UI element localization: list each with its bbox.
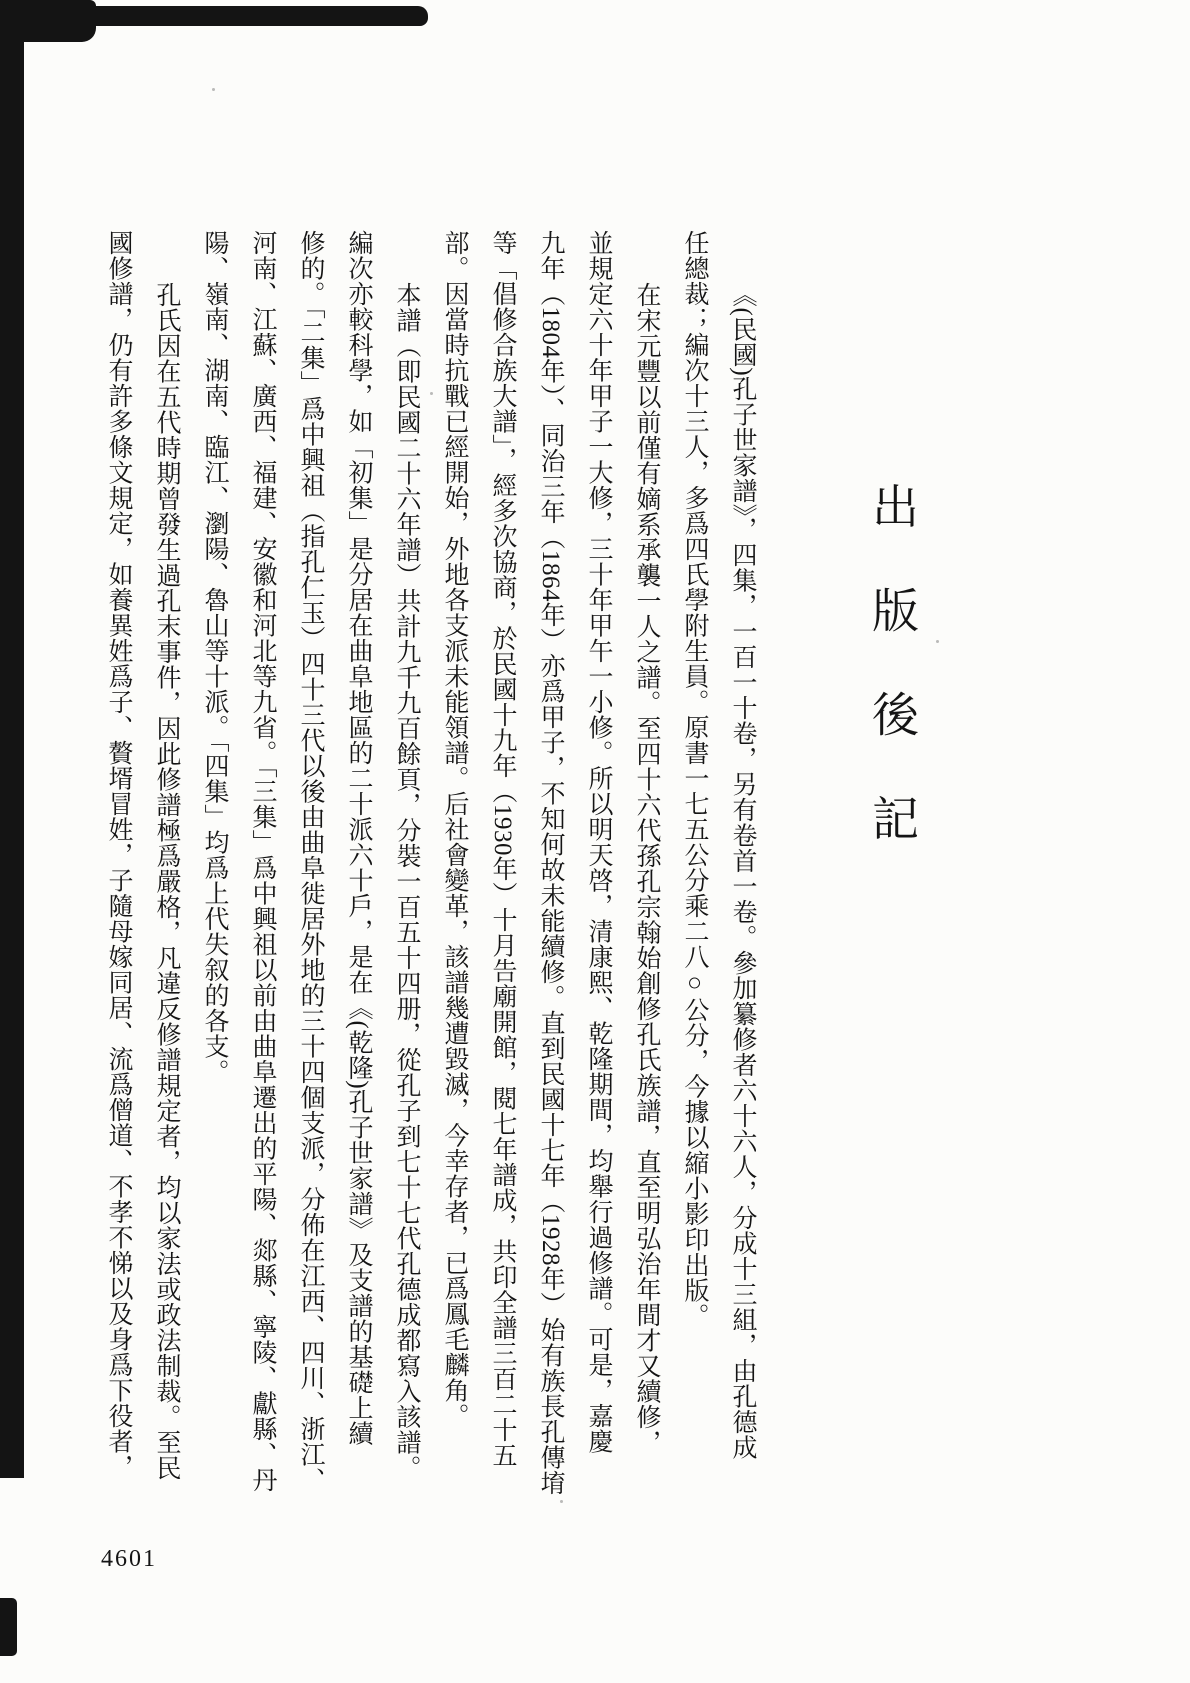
scan-artifact-top-bar: [0, 6, 428, 26]
text-column-3: 在宋元豐以前僅有嫡系承襲一人之譜。至四十六代孫孔宗翰始創修孔氏族譜，直至明弘治年間才又續修，: [633, 282, 660, 1455]
text-column-1: 《(民國)孔子世家譜》，四集，一百一十卷，另有卷首一卷。參加纂修者六十六人，分成十三組，由孔德成: [729, 282, 756, 1461]
scan-artifact-left-bar: [0, 0, 24, 1478]
text-column-10: 修的。「二集」爲中興祖（指孔仁玉）四十三代以後由曲阜徙居外地的三十四個支派，分佈在江西、四川、浙江、: [297, 230, 324, 1493]
text-column-7: 部。因當時抗戰已經開始，外地各支派未能領譜。后社會變革，該譜幾遭毀滅，今幸存者，已爲鳳毛麟角。: [441, 230, 468, 1429]
page-number: 4601: [101, 1546, 157, 1572]
text-column-14: 國修譜，仍有許多條文規定，如養異姓爲子、贅壻冒姓，子隨母嫁同居、流爲僧道、不孝不悌以及身爲下役者，: [105, 230, 132, 1480]
text-column-11: 河南、江蘇、廣西、福建、安徽和河北等九省。「三集」爲中興祖以前由曲阜遷出的平陽、郯縣、寧陵、獻縣、丹: [249, 230, 276, 1493]
text-column-6: 等「倡修合族大譜」，經多次協商，於民國十九年（1930年）十月告廟開館，閱七年譜成，共印全譜三百二十五: [489, 230, 516, 1468]
scan-artifact-bottom-left-mark: [0, 1598, 17, 1656]
text-column-5: 九年（1804年）、同治三年（1864年）亦爲甲子，不知何故未能續修。直到民國十七年（1928年）始有族長孔傳堉: [537, 230, 564, 1496]
page-title: 出版後記: [865, 482, 917, 898]
text-column-13: 孔氏因在五代時期曾發生過孔末事件，因此修譜極爲嚴格，凡違反修譜規定者，均以家法或政法制裁。至民: [153, 282, 180, 1481]
text-column-4: 並規定六十年甲子一大修，三十年甲午一小修。所以明天啓，清康熙、乾隆期間，均舉行過修譜。可是，嘉慶: [585, 230, 612, 1454]
text-columns: [94, 230, 766, 1496]
text-column-9: 編次亦較科學，如「初集」是分居在曲阜地區的二十派六十戶，是在《(乾隆)孔子世家譜》及支譜的基礎上續: [345, 230, 372, 1447]
scan-speck: [560, 1500, 563, 1503]
text-column-8: 本譜（即民國二十六年譜）共計九千九百餘頁，分裝一百五十四册，從孔子到七十七代孔德成都寫入該譜。: [393, 282, 420, 1481]
scan-speck: [936, 640, 939, 643]
scan-speck: [212, 88, 215, 91]
text-column-2: 任總裁；編次十三人，多爲四氏學附生員。原書一七五公分乘二八○公分，今據以縮小影印出版。: [681, 230, 708, 1329]
text-column-12: 陽、嶺南、湖南、臨江、瀏陽、魯山等十派。「四集」均爲上代失叙的各支。: [201, 230, 228, 1085]
